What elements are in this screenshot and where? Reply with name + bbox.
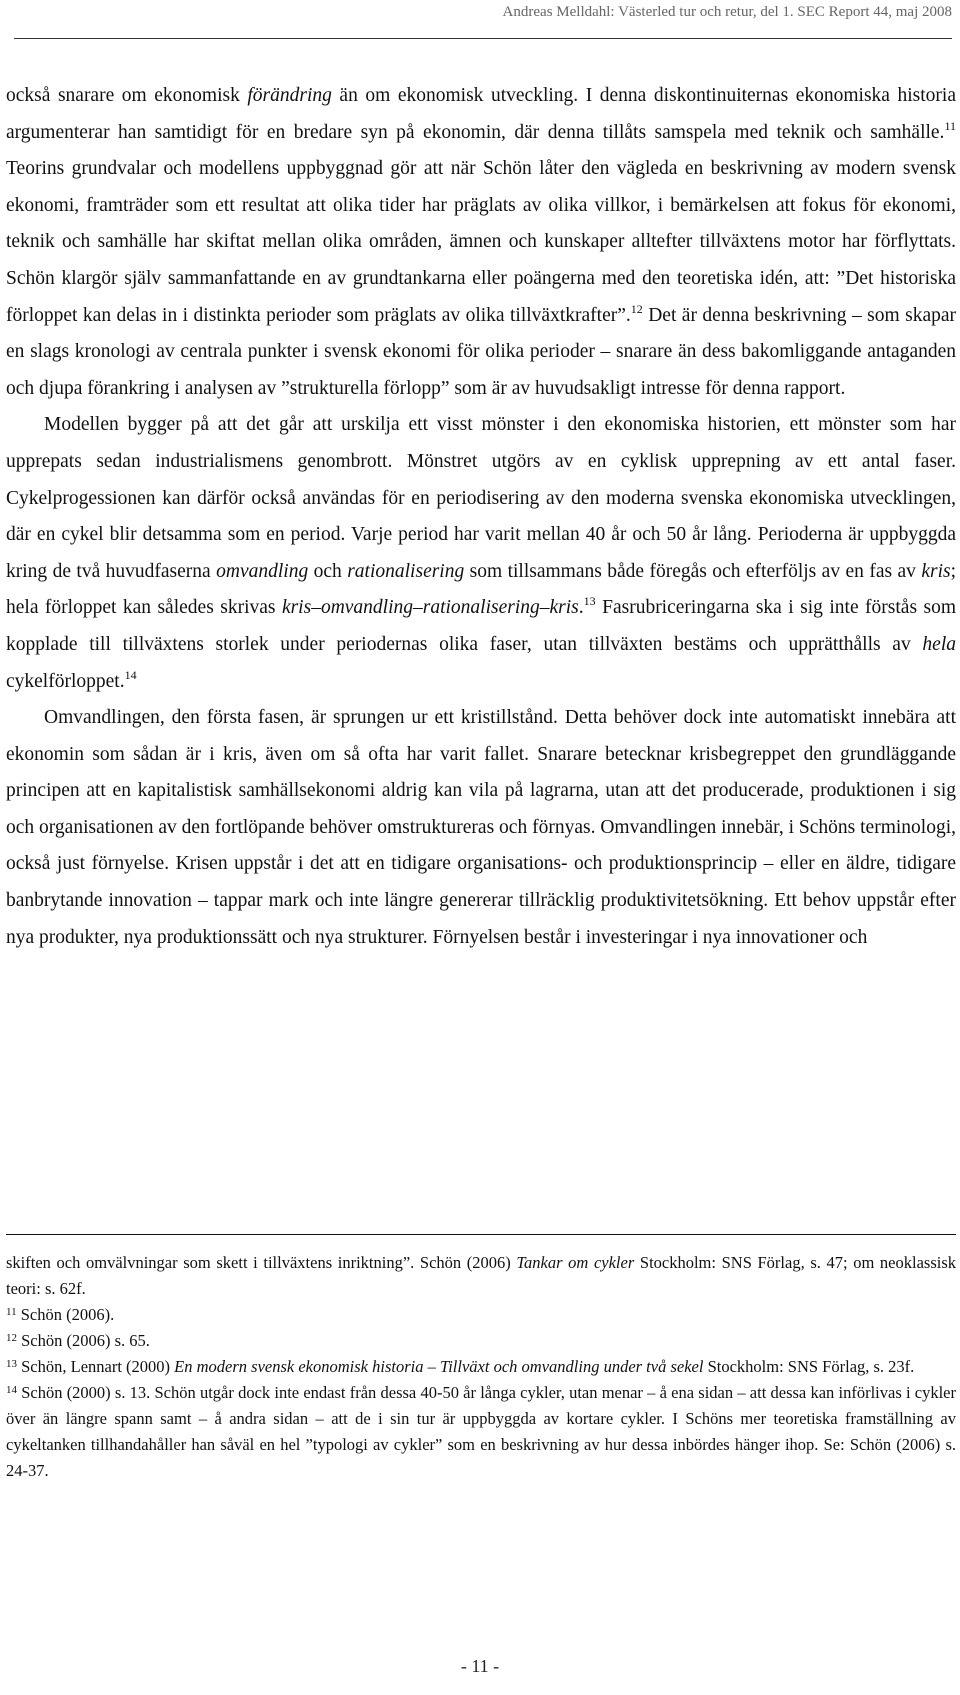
text-run: Teorins grundvalar och modellens uppbyggnad gör att när Schön låter den vägleda en beskrivning av modern svensk ekonomi, framträder som ett resultat att olika tider har präglats av olika villkor, i bemärkelsen att fokus för ekonomi, teknik och samhälle har skiftat mellan olika områden, ämnen och kunskaper alltefter tillväxtens motor har förflyttats. Schön klargör själv sammanfattande en av grundtankarna eller poängerna med den teoretiska idén, att: ”Det historiska förloppet kan delas in i distinkta perioder som präglats av olika tillväxtkrafter”. bbox=[6, 158, 956, 326]
text-run: som tillsammans både föregås och efterföljs av en fas av bbox=[464, 560, 922, 582]
footnote-rule bbox=[6, 1234, 956, 1235]
text-run: också snarare om ekonomisk bbox=[6, 85, 248, 106]
paragraph-2 bbox=[6, 407, 956, 700]
emphasis: rationalisering bbox=[347, 560, 465, 582]
footnote-text: Schön (2006) s. 65. bbox=[17, 1331, 150, 1350]
emphasis: kris–omvandling–rationalisering–kris bbox=[281, 597, 579, 619]
emphasis: förändring bbox=[247, 85, 332, 106]
footnote-ref-14[interactable]: 14 bbox=[124, 667, 137, 682]
footnotes bbox=[6, 1250, 956, 1484]
footnote-text: Schön (2000) s. 13. Schön utgår dock inte endast från dessa 40-50 år långa cykler, utan menar – å ena sidan – att dessa kan införlivas i cykler över än längre spann samt – å andra sidan – att de i sin tur är uppbyggda av kortare cykler. I Schöns mer teoretiska framställning av cykeltanken tillhandahåller han såväl en hel ”typologi av cykler” som en beskrivning av hur dessa inbördes hänger ihop. Se: Schön (2006) s. 24-37. bbox=[6, 1383, 956, 1480]
footnote-ref-12[interactable]: 12 bbox=[630, 301, 643, 316]
footnote-number: 11 bbox=[6, 1306, 17, 1318]
emphasis: En modern svensk ekonomisk historia – Tillväxt och omvandling under två sekel bbox=[174, 1357, 704, 1376]
footnote-11 bbox=[6, 1302, 956, 1328]
text-run: cykelförloppet. bbox=[6, 670, 125, 692]
body-text bbox=[6, 78, 956, 956]
text-run: . bbox=[578, 597, 584, 619]
text-run: Det är denna beskrivning – som skapar en slags kronologi av centrala punkter i svensk ekonomi för olika perioder – snarare än dess bakomliggande antaganden och djupa förankring i analysen av ”strukturella förlopp” som är av huvudsakligt intresse för denna rapport. bbox=[6, 304, 956, 399]
footnote-number: 12 bbox=[6, 1332, 17, 1344]
footnote-text: Schön (2006). bbox=[16, 1305, 115, 1324]
emphasis: hela bbox=[922, 633, 956, 655]
text-run: än om ekonomisk utveckling. I denna diskontinuiternas ekonomiska historia argumenterar han samtidigt för en bredare syn på ekonomin, där denna tillåts samspela med teknik och samhälle. bbox=[6, 85, 956, 143]
footnote-14 bbox=[6, 1380, 956, 1484]
emphasis: kris bbox=[921, 560, 951, 582]
footnote-number: 13 bbox=[6, 1358, 17, 1370]
footnote-12 bbox=[6, 1328, 956, 1354]
footnote-13 bbox=[6, 1354, 956, 1380]
text-run: ; hela förloppet kan således skrivas bbox=[6, 560, 957, 619]
footnote-ref-13[interactable]: 13 bbox=[583, 594, 596, 609]
text-run: och bbox=[308, 560, 348, 582]
paragraph-3: Omvandlingen, den första fasen, är sprungen ur ett kristillstånd. Detta behöver dock inte automatiskt innebära att ekonomin som sådan är i kris, även om så ofta har varit fallet. Snarare betecknar krisbegreppet den grundläggande principen att en kapitalistisk samhällsekonomi aldrig kan vila på lagrarna, utan att det producerade, produktionen i sig och organisationen av den fortlöpande behöver omstruktureras och förnyas. Omvandlingen innebär, i Schöns terminologi, också just förnyelse. Krisen uppstår i det att en tidigare organisations- och produktionsprincip – eller en äldre, tidigare banbrytande innovation – tappar mark och inte längre genererar tillräcklig produktivitetsökning. Ett behov uppstår efter nya produkter, nya produktionssätt och nya strukturer. Förnyelsen består i investeringar i nya innovationer och bbox=[6, 707, 956, 948]
footnote-text: Schön, Lennart (2000) bbox=[17, 1357, 175, 1376]
header-rule bbox=[14, 38, 952, 39]
footnote-ref-11[interactable]: 11 bbox=[944, 118, 956, 133]
text-run: Fasrubriceringarna ska i sig inte förstås som kopplade till tillväxtens storlek under periodernas olika faser, utan tillväxten bestäms och upprätthålls av bbox=[6, 597, 956, 655]
paragraph-1 bbox=[6, 78, 956, 407]
footnote-text: Stockholm: SNS Förlag, s. 23f. bbox=[703, 1357, 915, 1376]
text-run: Modellen bygger på att det går att urskilja ett visst mönster i den ekonomiska historien, ett mönster som har upprepats sedan industrialismens genombrott. Mönstret utgörs av en cyklisk upprepning av ett antal faser. Cykelprogessionen kan därför också användas för en periodisering av den moderna svenska ekonomiska utvecklingen, där en cykel blir detsamma som en period. Varje period har varit mellan 40 år och 50 år lång. Perioderna är uppbyggda kring de två huvudfaserna bbox=[6, 414, 956, 582]
page-number: - 11 - bbox=[460, 1656, 500, 1676]
text-run: Stockholm: SNS Förlag, s. 47; om neoklassisk teori: s. 62f. bbox=[6, 1253, 956, 1298]
running-header: Andreas Melldahl: Västerled tur och retur, del 1. SEC Report 44, maj 2008 bbox=[502, 4, 952, 20]
emphasis: omvandling bbox=[216, 560, 309, 582]
footnote-number: 14 bbox=[6, 1384, 17, 1396]
emphasis: Tankar om cykler bbox=[516, 1253, 635, 1272]
text-run: skiften och omvälvningar som skett i tillväxtens inriktning”. Schön (2006) bbox=[6, 1253, 517, 1272]
footnote-continuation bbox=[6, 1250, 956, 1302]
